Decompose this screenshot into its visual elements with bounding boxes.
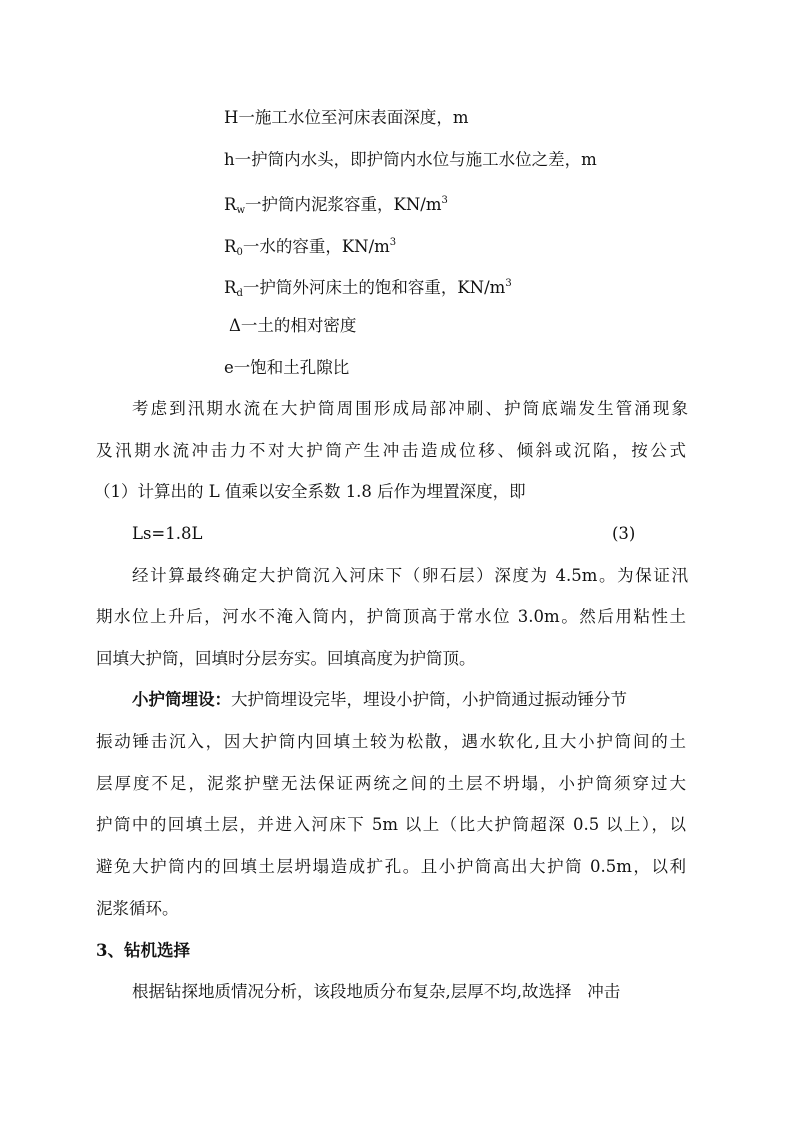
definition-subscript: d: [236, 288, 243, 299]
paragraph-3-line-4: 护筒中的回填土层，并进入河床下 5m 以上（比大护筒超深 0.5 以上），以: [96, 815, 686, 834]
paragraph-2-line-1: 经计算最终确定大护筒沉入河床下（卵石层）深度为 4.5m。为保证汛: [132, 566, 688, 585]
definition-subscript: w: [236, 205, 245, 216]
paragraph-1-line-3: （1）计算出的 L 值乘以安全系数 1.8 后作为埋置深度，即: [94, 482, 526, 501]
formula: Ls=1.8L: [132, 524, 203, 543]
definition-R0: [224, 232, 396, 264]
definition-h: [224, 149, 597, 171]
definition-text: 一护筒内泥浆容重，KN/m: [245, 195, 442, 214]
paragraph-3-line-1: [132, 689, 627, 711]
paragraph-1-line-1: 考虑到汛期水流在大护筒周围形成局部冲刷、护筒底端发生管涌现象: [132, 399, 688, 418]
formula-number: (3): [612, 524, 636, 543]
definition-symbol: R: [224, 278, 237, 297]
paragraph-2-line-2: 期水位上升后，河水不淹入筒内，护筒顶高于常水位 3.0m。然后用粘性土: [96, 607, 686, 626]
definition-superscript: 3: [441, 195, 448, 206]
definition-subscript: 0: [236, 247, 243, 258]
definition-symbol: R: [224, 195, 237, 214]
definition-Rw: [224, 190, 448, 222]
section-3-heading: 3、钻机选择: [96, 941, 190, 960]
paragraph-2-line-3: 回填大护筒，回填时分层夯实。回填高度为护筒顶。: [96, 649, 476, 668]
definition-symbol: h: [224, 150, 235, 169]
definition-H: [224, 107, 469, 129]
definition-symbol: R: [224, 237, 237, 256]
paragraph-1-line-2: 及汛期水流冲击力不对大护筒产生冲击造成位移、倾斜或沉陷，按公式: [96, 441, 686, 460]
definition-Rd: [224, 273, 512, 305]
definition-delta: Δ一土的相对密度: [229, 316, 357, 335]
definition-superscript: 3: [505, 278, 512, 289]
paragraph-3-line-3: 层厚度不足，泥浆护壁无法保证两统之间的土层不坍塌，小护筒须穿过大: [96, 774, 686, 793]
paragraph-3-line-6: 泥浆循环。: [96, 899, 179, 918]
definition-symbol: H: [224, 108, 239, 127]
paragraph-3-line-1-text: 大护筒埋设完毕，埋设小护筒，小护筒通过振动锤分节: [231, 690, 627, 709]
definition-text: 一护筒外河床土的饱和容重，KN/m: [242, 278, 506, 297]
definition-e: e一饱和土孔隙比: [224, 358, 350, 377]
definition-text: 一施工水位至河床表面深度，m: [238, 108, 469, 127]
definition-text: 一水的容重，KN/m: [242, 237, 390, 256]
paragraph-3-line-2: 振动锤击沉入，因大护筒内回填土较为松散，遇水软化,且大小护筒间的土: [96, 732, 686, 751]
definition-text: 一护筒内水头，即护筒内水位与施工水位之差，m: [234, 150, 597, 169]
definition-superscript: 3: [389, 237, 397, 248]
paragraph-3-line-5: 避免大护筒内的回填土层坍塌造成扩孔。且小护筒高出大护筒 0.5m，以利: [96, 857, 686, 876]
paragraph-4-line-1: 根据钻探地质情况分析，该段地质分布复杂,层厚不均,故选择 冲击: [132, 982, 621, 1001]
paragraph-3-heading: 小护筒埋设：: [132, 690, 231, 709]
